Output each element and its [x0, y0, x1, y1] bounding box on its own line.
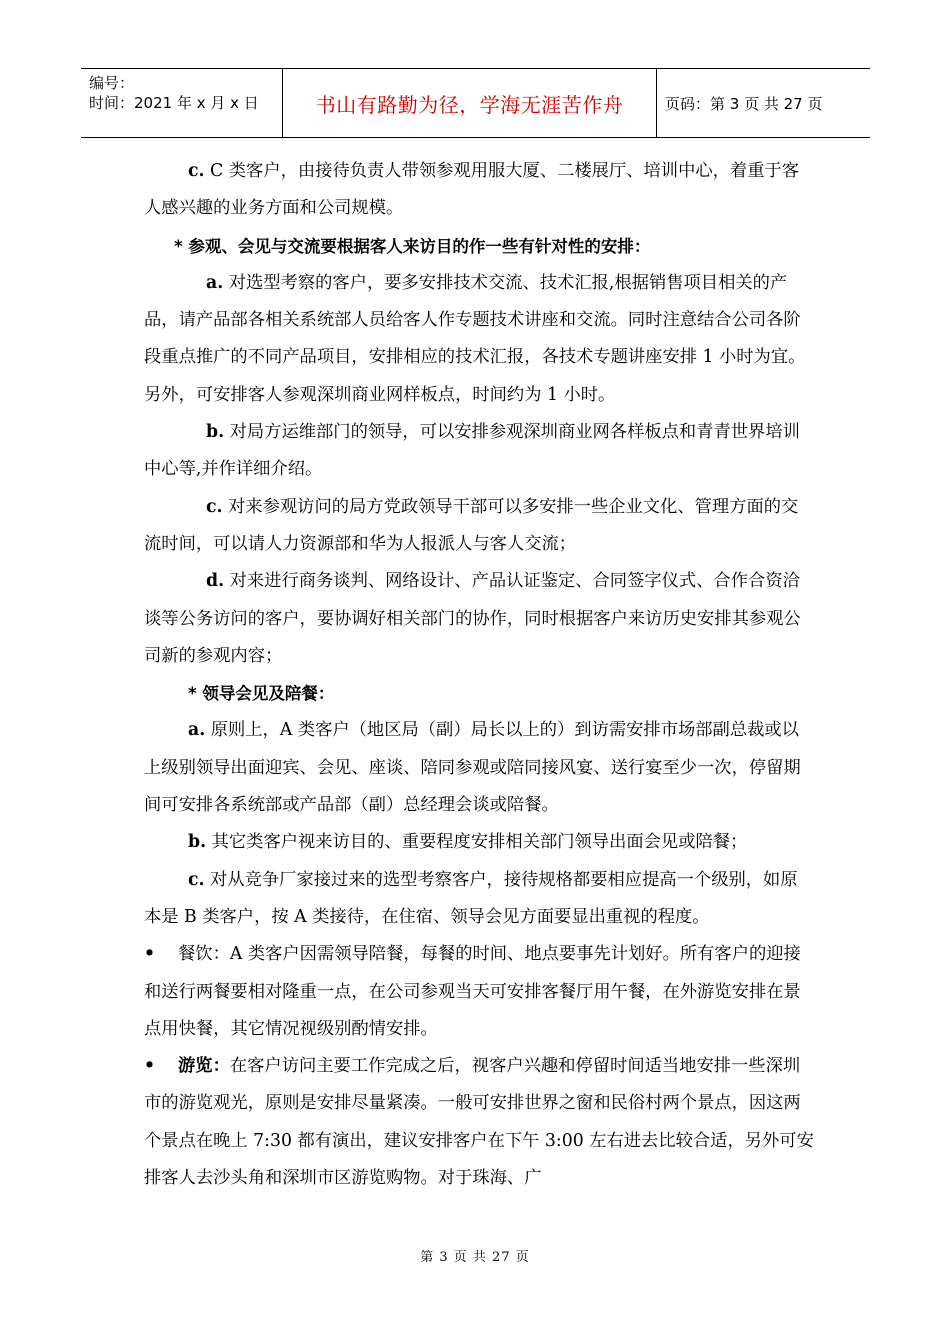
- header-meta: [81, 69, 283, 137]
- document-number-label: 编号：: [89, 74, 135, 92]
- page-footer: 第 3 页 共 27 页: [420, 1250, 530, 1265]
- item-marker: b.: [206, 422, 225, 443]
- paragraph: c. C 类客户，由接待负责人带领参观用服大厦、二楼展厅、培训中心，着重于客人感兴趣的业务方面和公司规模。: [144, 161, 800, 219]
- bullet-paragraph: • 游览：在客户访问主要工作完成之后，视客户兴趣和停留时间适当地安排一些深圳市的游览观光，原则是安排尽量紧凑。一般可安排世界之窗和民俗村两个景点，因这两个景点在晚上 7:30 都有演出，建议安排客户在下午 3:00 左右进去比较合适，另外可安排客人去沙头角和深圳市区游览购物。对于珠海、广: [144, 1048, 814, 1197]
- header-motto: 书山有路勤为径，学海无涯苦作舟: [283, 69, 657, 137]
- item-marker: a.: [188, 720, 206, 741]
- item-marker: a.: [206, 272, 224, 293]
- item-marker: c.: [188, 161, 205, 181]
- document-body: [144, 153, 814, 1197]
- bullet-icon: •: [144, 944, 156, 965]
- paragraph: a. 对选型考察的客户，要多安排技术交流、技术汇报,根据销售项目相关的产品，请产品部各相关系统部人员给客人作专题技术讲座和交流。同时注意结合公司各阶段重点推广的不同产品项目，安排相应的技术汇报，各技术专题讲座安排 1 小时为宜。另外，可安排客人参观深圳商业网样板点，时间约为 1 小时。: [144, 272, 806, 405]
- item-marker: b.: [188, 832, 207, 853]
- document-date: 时间：2021 年 x 月 x 日: [89, 94, 259, 112]
- paragraph: c. 对从竞争厂家接过来的选型考察客户，接待规格都要相应提高一个级别，如原本是 B 类客户，按 A 类接待，在住宿、领导会见方面要显出重视的程度。: [144, 869, 798, 927]
- header-page-info: 页码：第 3 页 共 27 页: [665, 94, 823, 113]
- section-heading: * 参观、会见与交流要根据客人来访目的作一些有针对性的安排：: [174, 236, 651, 256]
- item-marker: d.: [206, 571, 225, 592]
- bullet-paragraph: • 餐饮：A 类客户因需领导陪餐，每餐的时间、地点要事先计划好。所有客户的迎接和送行两餐要相对隆重一点，在公司参观当天可安排客餐厅用午餐，在外游览安排在景点用快餐，其它情况视级别酌情安排。: [144, 936, 814, 1048]
- paragraph: c. 对来参观访问的局方党政领导干部可以多安排一些企业文化、管理方面的交流时间，可以请人力资源部和华为人报派人与客人交流；: [144, 496, 799, 554]
- bullet-icon: •: [144, 1056, 156, 1077]
- bullet-lead: 游览：: [178, 1056, 230, 1077]
- paragraph: b. 对局方运维部门的领导，可以安排参观深圳商业网各样板点和青青世界培训中心等,并作详细介绍。: [144, 422, 800, 480]
- paragraph: d. 对来进行商务谈判、网络设计、产品认证鉴定、合同签字仪式、合作合资洽谈等公务访问的客户，要协调好相关部门的协作，同时根据客户来访历史安排其参观公司新的参观内容；: [144, 571, 801, 666]
- page-header: [81, 68, 870, 138]
- paragraph: b. 其它类客户视来访目的、重要程度安排相关部门领导出面会见或陪餐；: [188, 832, 748, 853]
- item-marker: c.: [188, 869, 205, 890]
- section-heading: * 领导会见及陪餐：: [188, 684, 335, 704]
- paragraph: a. 原则上，A 类客户（地区局（副）局长以上的）到访需安排市场部副总裁或以上级别领导出面迎宾、会见、座谈、陪同参观或陪同接风宴、送行宴至少一次，停留期间可安排各系统部或产品部（副）总经理会谈或陪餐。: [144, 720, 801, 816]
- item-marker: c.: [206, 496, 223, 517]
